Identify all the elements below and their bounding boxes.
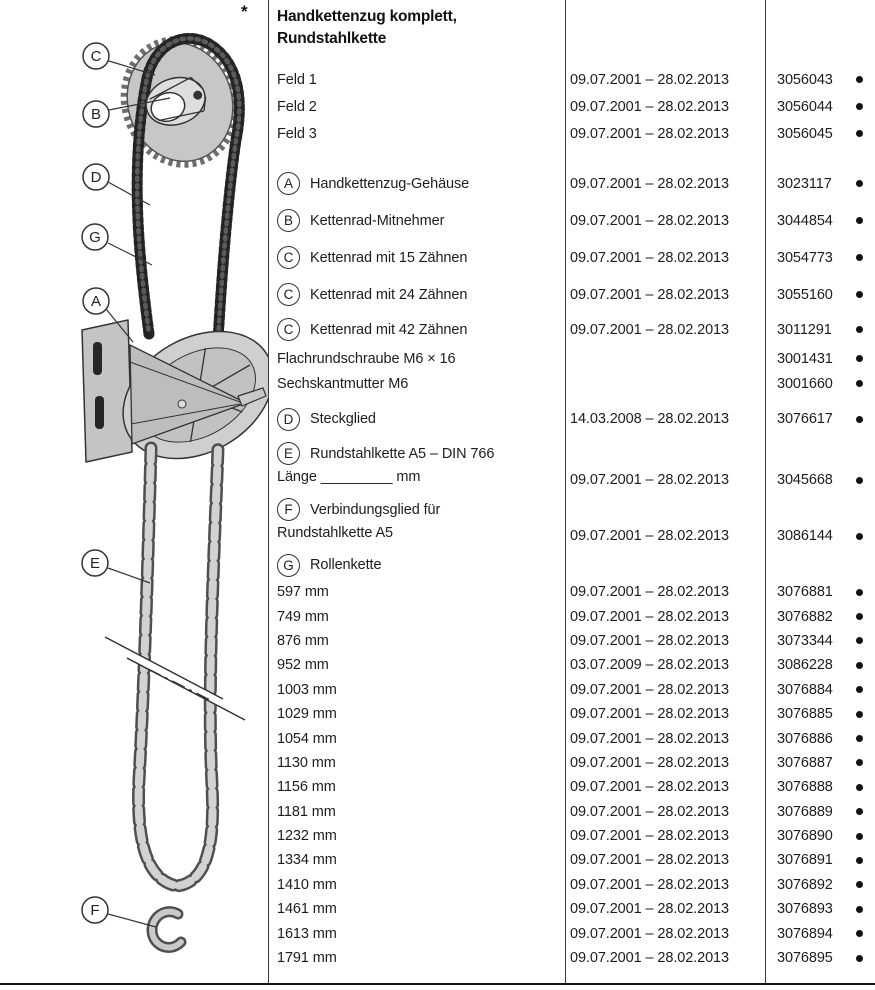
date-range: 09.07.2001 – 28.02.2013 [570,779,729,796]
availability-bullet [856,589,863,596]
part-number: 3011291 [777,321,832,338]
page-title-line1: Handkettenzug komplett, [277,8,457,25]
part-cell [765,99,875,115]
callout-badge [277,246,300,269]
part-cell [765,828,875,844]
part-label: 1156 mm [277,779,336,796]
part-number: 3076892 [777,876,833,893]
date-range: 09.07.2001 – 28.02.2013 [570,828,729,845]
availability-bullet [856,217,863,224]
part-label: Rundstahlkette A5 – DIN 766 [310,445,495,462]
part-description [277,755,564,771]
callout-E [82,550,150,583]
callout-badge [277,554,300,577]
callout-letter: C [283,287,294,302]
availability-bullet [856,906,863,913]
part-label: 1791 mm [277,950,337,967]
part-cell [765,731,875,747]
part-label: 1054 mm [277,730,337,747]
part-cell [765,287,875,303]
part-description [277,99,564,115]
parts-list [277,6,875,970]
part-cell [765,877,875,893]
availability-bullet [856,711,863,718]
table-row [277,775,875,799]
table-row [277,604,875,628]
availability-bullet [856,881,863,888]
part-cell [765,926,875,942]
part-description [277,779,564,795]
date-range: 09.07.2001 – 28.02.2013 [570,286,729,303]
part-description [277,442,564,488]
part-description [277,731,564,747]
date-range: 09.07.2001 – 28.02.2013 [570,212,729,229]
table-row [277,66,875,93]
availability-bullet [856,808,863,815]
availability-bullet [856,355,863,362]
part-description [277,318,564,341]
hoist-illustration [0,0,268,990]
part-label: 1130 mm [277,754,336,771]
part-label: Flachrundschraube M6 × 16 [277,350,456,367]
callout-badge [277,283,300,306]
availability-bullet [856,784,863,791]
table-row [277,897,875,921]
availability-bullet [856,686,863,693]
part-label: Kettenrad mit 24 Zähnen [310,286,468,303]
availability-bullet [856,76,863,83]
table-row [277,202,875,239]
part-description [277,950,564,966]
callout-letter: G [283,557,294,573]
part-cell [765,804,875,820]
date-range: 09.07.2001 – 28.02.2013 [570,125,729,142]
part-description [277,828,564,844]
callout-letter: B [284,213,293,228]
part-description [277,706,564,722]
part-description [277,901,564,917]
table-row [277,276,875,313]
part-label: Kettenrad mit 15 Zähnen [310,249,468,266]
part-label: 1181 mm [277,803,336,820]
part-description [277,498,564,544]
part-cell [765,584,875,600]
table-row [277,726,875,750]
part-number: 3076887 [777,754,833,771]
part-description [277,926,564,942]
part-cell [765,901,875,917]
part-label: Sechskantmutter M6 [277,375,409,392]
part-label: Feld 3 [277,125,317,142]
part-label-2: Rundstahlkette A5 [277,524,393,541]
callout-letter-D: D [90,169,102,187]
part-number: 3056045 [777,125,833,142]
date-range: 09.07.2001 – 28.02.2013 [570,901,729,918]
part-description [277,633,564,649]
table-row [277,442,875,490]
part-number: 3076886 [777,730,833,747]
callout-letter: F [284,502,293,517]
connecting-link-clip [152,912,181,948]
availability-bullet [856,130,863,137]
part-label: 1029 mm [277,706,337,723]
availability-bullet [856,326,863,333]
date-range: 09.07.2001 – 28.02.2013 [570,584,729,601]
part-cell [765,950,875,966]
callout-badge [277,442,300,465]
date-range: 09.07.2001 – 28.02.2013 [570,852,729,869]
part-number: 3076888 [777,779,833,796]
part-description [277,209,564,232]
availability-bullet [856,735,863,742]
part-label: Feld 2 [277,98,317,115]
part-number: 3076881 [777,584,833,601]
part-cell [765,376,875,392]
part-cell [765,852,875,868]
part-number: 3086228 [777,657,833,674]
part-label: 597 mm [277,584,329,601]
part-cell [765,351,875,367]
availability-bullet [856,930,863,937]
chain-break-marks [105,637,245,720]
date-range: 09.07.2001 – 28.02.2013 [570,632,729,649]
callout-letter-C: C [90,48,102,66]
part-number: 3076884 [777,681,833,698]
part-cell [765,755,875,771]
part-number: 3076617 [777,411,833,427]
part-number: 3056044 [777,98,833,115]
table-row [277,653,875,677]
availability-bullet [856,613,863,620]
table-row [277,873,875,897]
part-description [277,72,564,88]
date-range: 09.07.2001 – 28.02.2013 [570,876,729,893]
part-cell [765,633,875,649]
callout-letter-A: A [90,293,102,311]
table-row [277,751,875,775]
availability-bullet [856,477,863,484]
part-label: Rollenkette [310,557,382,573]
availability-bullet [856,291,863,298]
table-row [277,346,875,371]
part-number: 3076893 [777,901,833,918]
date-range: 09.07.2001 – 28.02.2013 [570,754,729,771]
page-title-line2: Rundstahlkette [277,30,387,47]
date-range: 09.07.2001 – 28.02.2013 [570,803,729,820]
part-description [277,609,564,625]
date-range: 09.07.2001 – 28.02.2013 [570,950,729,967]
date-range: 09.07.2001 – 28.02.2013 [570,730,729,747]
table-row [277,498,875,546]
part-label: 1461 mm [277,901,337,918]
part-number: 3076889 [777,803,833,820]
callout-letter: E [284,446,293,461]
table-row [277,402,875,436]
date-range: 14.03.2008 – 28.02.2013 [570,411,729,427]
part-number: 3076885 [777,706,833,723]
part-number: 3076891 [777,852,833,869]
part-number: 3001660 [777,375,833,392]
table-row [277,800,875,824]
table-row [277,93,875,120]
footnote-star: * [241,2,248,21]
part-number: 3045668 [777,472,833,488]
part-description [277,682,564,698]
hoist-housing [82,306,268,485]
table-row [277,550,875,580]
table-row [277,371,875,396]
date-range: 09.07.2001 – 28.02.2013 [570,249,729,266]
callout-badge [277,172,300,195]
date-range: 09.07.2001 – 28.02.2013 [570,925,729,942]
date-range: 09.07.2001 – 28.02.2013 [570,98,729,115]
part-number: 3044854 [777,212,833,229]
part-description [277,877,564,893]
part-label: 952 mm [277,657,329,674]
part-number: 3076894 [777,925,833,942]
part-label: 749 mm [277,608,329,625]
table-row [277,946,875,970]
part-description [277,246,564,269]
part-number: 3055160 [777,286,833,303]
part-description [277,852,564,868]
callout-badge [277,498,300,521]
callout-badge [277,318,300,341]
part-label: Feld 1 [277,71,317,88]
part-number: 3076882 [777,608,833,625]
page-bottom-rule [0,983,875,985]
part-cell [765,528,875,544]
part-label: Kettenrad mit 42 Zähnen [310,321,468,338]
callout-letter-F: F [90,902,100,920]
part-description [277,554,564,577]
table-row [277,239,875,276]
part-cell [765,609,875,625]
part-cell [765,176,875,192]
part-description [277,657,564,673]
part-description [277,376,564,392]
part-number: 3076890 [777,828,833,845]
part-cell [765,250,875,266]
date-range: 09.07.2001 – 28.02.2013 [570,71,729,88]
callout-F [82,897,156,927]
callout-letter-B: B [90,106,102,124]
callout-letter: C [283,322,294,337]
part-label: Kettenrad-Mitnehmer [310,212,445,229]
availability-bullet [856,955,863,962]
part-number: 3073344 [777,632,833,649]
availability-bullet [856,759,863,766]
table-row [277,824,875,848]
part-number: 3001431 [777,350,833,367]
part-description [277,584,564,600]
part-number: 3056043 [777,71,833,88]
part-cell [765,657,875,673]
date-range: 09.07.2001 – 28.02.2013 [570,608,729,625]
table-row [277,313,875,346]
part-number: 3054773 [777,249,833,266]
part-description [277,408,564,431]
callout-badge [277,408,300,431]
table-row [277,165,875,202]
availability-bullet [856,662,863,669]
part-cell [765,72,875,88]
date-range: 09.07.2001 – 28.02.2013 [570,706,729,723]
date-range: 03.07.2009 – 28.02.2013 [570,657,729,674]
page-title [277,6,875,50]
table-row [277,848,875,872]
part-number: 3086144 [777,528,833,544]
part-cell [765,779,875,795]
callout-letter: C [283,250,294,265]
part-label: 1613 mm [277,925,337,942]
part-cell [765,213,875,229]
part-cell [765,706,875,722]
callout-letter-G: G [89,229,101,247]
callout-badge [277,209,300,232]
table-row [277,702,875,726]
part-description [277,804,564,820]
part-label: Verbindungsglied für [310,501,441,518]
date-range: 09.07.2001 – 28.02.2013 [570,321,729,338]
table-row [277,678,875,702]
parts-table [277,66,875,970]
availability-bullet [856,637,863,644]
part-cell [765,472,875,488]
part-cell [765,411,875,427]
availability-bullet [856,103,863,110]
part-label: 1334 mm [277,852,337,869]
part-description [277,351,564,367]
part-label: 1410 mm [277,876,337,893]
date-range: 09.07.2001 – 28.02.2013 [570,175,729,192]
availability-bullet [856,533,863,540]
part-label: 1003 mm [277,681,337,698]
table-row [277,120,875,147]
availability-bullet [856,833,863,840]
date-range: 09.07.2001 – 28.02.2013 [570,528,729,544]
table-row [277,580,875,604]
part-label-2: Länge _________ mm [277,468,421,485]
part-label: 1232 mm [277,828,337,845]
availability-bullet [856,857,863,864]
part-cell [765,682,875,698]
table-row [277,629,875,653]
table-border-left [268,0,269,983]
availability-bullet [856,254,863,261]
part-description [277,283,564,306]
part-number: 3076895 [777,950,833,967]
part-description [277,126,564,142]
availability-bullet [856,180,863,187]
availability-bullet [856,380,863,387]
part-label: Handkettenzug-Gehäuse [310,175,470,192]
availability-bullet [856,416,863,423]
part-label: Steckglied [310,411,376,427]
table-row [277,921,875,945]
callout-letter: A [284,176,293,191]
date-range: 09.07.2001 – 28.02.2013 [570,681,729,698]
part-number: 3023117 [777,175,832,192]
part-description [277,172,564,195]
part-cell [765,322,875,338]
part-label: 876 mm [277,632,329,649]
part-cell [765,126,875,142]
callout-letter: D [283,411,294,427]
callout-letter-E: E [89,555,101,573]
date-range: 09.07.2001 – 28.02.2013 [570,472,729,488]
